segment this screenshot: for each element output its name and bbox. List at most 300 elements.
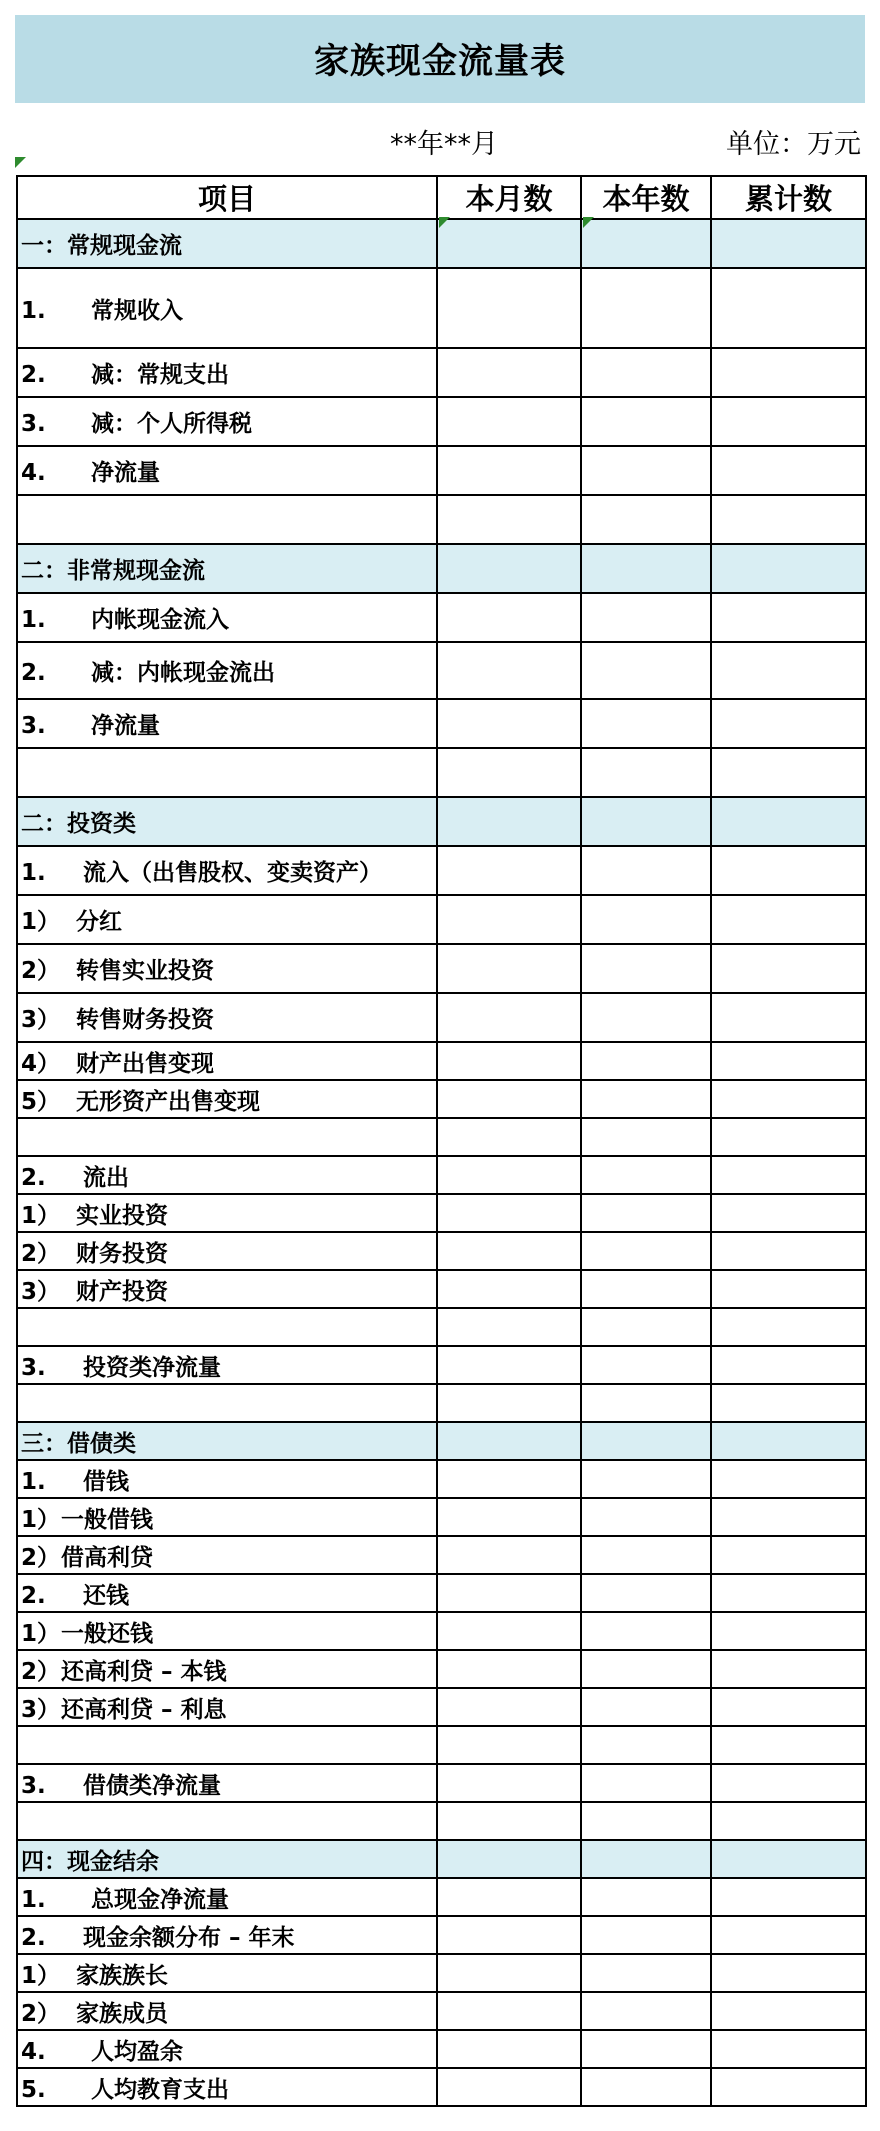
year-cell[interactable] — [581, 544, 711, 593]
item-label: 一般借钱 — [61, 1506, 153, 1533]
year-cell[interactable] — [581, 593, 711, 642]
cumulative-cell[interactable] — [711, 1232, 866, 1270]
item-label: 借钱 — [83, 1468, 129, 1495]
month-cell[interactable] — [437, 495, 581, 544]
item-number: 3. — [21, 1772, 46, 1799]
cumulative-cell[interactable] — [711, 268, 866, 348]
month-cell[interactable] — [437, 268, 581, 348]
item-number: 2） — [21, 958, 61, 984]
table-row — [17, 1650, 866, 1688]
item-number: 4） — [21, 1050, 61, 1077]
year-cell[interactable] — [581, 699, 711, 748]
table-row — [17, 1802, 866, 1840]
item-label: 净流量 — [91, 713, 160, 739]
item-number: 1. — [21, 1468, 46, 1495]
item-label: 流入（出售股权、变卖资产） — [83, 860, 382, 886]
month-cell[interactable] — [437, 1460, 581, 1498]
table-row — [17, 1118, 866, 1156]
section-row — [17, 797, 866, 846]
cumulative-cell[interactable] — [711, 1726, 866, 1764]
item-label: 常规收入 — [91, 297, 183, 324]
item-label: 总现金净流量 — [91, 1886, 229, 1913]
year-cell[interactable] — [581, 1080, 711, 1118]
cumulative-cell[interactable] — [711, 1992, 866, 2030]
item-number: 1） — [21, 1620, 61, 1647]
month-cell[interactable] — [437, 748, 581, 797]
item-number: 2. — [21, 362, 46, 388]
cell-marker-icon — [439, 217, 450, 228]
cumulative-cell[interactable] — [711, 1650, 866, 1688]
year-cell[interactable] — [581, 1346, 711, 1384]
item-number: 2） — [21, 1658, 61, 1685]
table-row — [17, 268, 866, 348]
month-cell[interactable] — [437, 1346, 581, 1384]
month-cell[interactable] — [437, 1536, 581, 1574]
year-cell[interactable] — [581, 993, 711, 1042]
cumulative-cell[interactable] — [711, 348, 866, 397]
item-label: 转售财务投资 — [76, 1007, 214, 1033]
item-label: 减：个人所得税 — [91, 411, 252, 437]
cumulative-cell[interactable] — [711, 1916, 866, 1954]
cumulative-cell[interactable] — [711, 1498, 866, 1536]
cumulative-cell[interactable] — [711, 495, 866, 544]
month-cell[interactable] — [437, 348, 581, 397]
item-number: 3） — [21, 1278, 61, 1305]
item-cell[interactable] — [17, 219, 437, 268]
year-cell[interactable] — [581, 1992, 711, 2030]
item-label: 减：常规支出 — [91, 362, 229, 388]
month-cell[interactable] — [437, 1118, 581, 1156]
cumulative-cell[interactable] — [711, 219, 866, 268]
cumulative-cell[interactable] — [711, 1080, 866, 1118]
year-cell[interactable] — [581, 1612, 711, 1650]
item-cell[interactable] — [17, 993, 437, 1042]
year-cell[interactable] — [581, 797, 711, 846]
item-cell[interactable] — [17, 1612, 437, 1650]
item-label: 内帐现金流入 — [91, 607, 229, 633]
cumulative-cell[interactable] — [711, 1688, 866, 1726]
item-number: 3. — [21, 1354, 46, 1381]
table-row — [17, 895, 866, 944]
year-cell[interactable] — [581, 268, 711, 348]
table-row — [17, 1536, 866, 1574]
year-cell[interactable] — [581, 219, 711, 268]
table-row — [17, 1612, 866, 1650]
cumulative-cell[interactable] — [711, 593, 866, 642]
item-label: 家族成员 — [76, 2000, 168, 2027]
table-row — [17, 1878, 866, 1916]
year-cell[interactable] — [581, 1688, 711, 1726]
year-cell[interactable] — [581, 1422, 711, 1460]
month-cell[interactable] — [437, 846, 581, 895]
table-row — [17, 2068, 866, 2106]
item-cell[interactable] — [17, 268, 437, 348]
cumulative-cell[interactable] — [711, 1194, 866, 1232]
month-cell[interactable] — [437, 1650, 581, 1688]
table-row — [17, 1460, 866, 1498]
month-cell[interactable] — [437, 397, 581, 446]
item-label: 二：投资类 — [21, 811, 136, 837]
item-cell[interactable] — [17, 1042, 437, 1080]
item-label: 家族族长 — [76, 1962, 168, 1989]
item-cell[interactable] — [17, 1726, 437, 1764]
table-row — [17, 748, 866, 797]
item-cell[interactable] — [17, 846, 437, 895]
header-cumulative[interactable]: 累计数 — [711, 176, 866, 219]
item-cell[interactable] — [17, 1992, 437, 2030]
year-cell[interactable] — [581, 1498, 711, 1536]
month-cell[interactable] — [437, 1422, 581, 1460]
item-cell[interactable] — [17, 797, 437, 846]
cell-marker-icon — [583, 217, 594, 228]
item-cell[interactable] — [17, 1802, 437, 1840]
item-label: 四：现金结余 — [21, 1848, 159, 1875]
table-row — [17, 846, 866, 895]
month-cell[interactable] — [437, 642, 581, 699]
table-row — [17, 1270, 866, 1308]
year-cell[interactable] — [581, 2068, 711, 2106]
item-number: 4. — [21, 460, 46, 486]
year-cell[interactable] — [581, 895, 711, 944]
year-cell[interactable] — [581, 1764, 711, 1802]
item-cell[interactable] — [17, 1916, 437, 1954]
year-cell[interactable] — [581, 1232, 711, 1270]
item-number: 2. — [21, 660, 46, 686]
year-cell[interactable] — [581, 1118, 711, 1156]
year-cell[interactable] — [581, 944, 711, 993]
item-cell[interactable] — [17, 1118, 437, 1156]
item-label: 三：借债类 — [21, 1430, 136, 1457]
year-cell[interactable] — [581, 1840, 711, 1878]
item-cell[interactable] — [17, 944, 437, 993]
table-row — [17, 1688, 866, 1726]
item-label: 人均教育支出 — [91, 2076, 229, 2103]
cumulative-cell[interactable] — [711, 1460, 866, 1498]
section-row — [17, 1422, 866, 1460]
cumulative-cell[interactable] — [711, 699, 866, 748]
item-cell[interactable] — [17, 544, 437, 593]
month-cell[interactable] — [437, 1498, 581, 1536]
table-row — [17, 1916, 866, 1954]
item-number: 5） — [21, 1088, 61, 1115]
year-cell[interactable] — [581, 1536, 711, 1574]
item-cell[interactable] — [17, 1878, 437, 1916]
item-cell[interactable] — [17, 1460, 437, 1498]
item-cell[interactable] — [17, 1270, 437, 1308]
table-row — [17, 1042, 866, 1080]
year-cell[interactable] — [581, 348, 711, 397]
month-cell[interactable] — [437, 1992, 581, 2030]
item-number: 2. — [21, 1164, 46, 1191]
month-cell[interactable] — [437, 1764, 581, 1802]
month-cell[interactable] — [437, 446, 581, 495]
cumulative-cell[interactable] — [711, 2030, 866, 2068]
item-cell[interactable] — [17, 1764, 437, 1802]
year-cell[interactable] — [581, 1574, 711, 1612]
item-cell[interactable] — [17, 748, 437, 797]
table-row — [17, 1346, 866, 1384]
month-cell[interactable] — [437, 1308, 581, 1346]
month-cell[interactable] — [437, 1232, 581, 1270]
table-row — [17, 1080, 866, 1118]
item-cell[interactable] — [17, 1194, 437, 1232]
year-cell[interactable] — [581, 1726, 711, 1764]
cell-marker-icon — [15, 157, 26, 168]
item-label: 转售实业投资 — [76, 958, 214, 984]
month-cell[interactable] — [437, 1194, 581, 1232]
item-cell[interactable] — [17, 446, 437, 495]
item-cell[interactable] — [17, 593, 437, 642]
year-cell[interactable] — [581, 1270, 711, 1308]
item-label: 财产出售变现 — [76, 1050, 214, 1077]
item-number: 1. — [21, 860, 46, 886]
item-number: 2） — [21, 2000, 61, 2027]
month-cell[interactable] — [437, 544, 581, 593]
item-number: 5. — [21, 2076, 46, 2103]
item-cell[interactable] — [17, 1384, 437, 1422]
date-label: **年**月 — [390, 129, 498, 160]
cumulative-cell[interactable] — [711, 1802, 866, 1840]
cumulative-cell[interactable] — [711, 1118, 866, 1156]
table-row — [17, 446, 866, 495]
item-label: 流出 — [83, 1164, 129, 1191]
item-cell[interactable] — [17, 895, 437, 944]
year-cell[interactable] — [581, 748, 711, 797]
cumulative-cell[interactable] — [711, 2068, 866, 2106]
item-number: 2） — [21, 1544, 61, 1571]
month-cell[interactable] — [437, 2068, 581, 2106]
item-label: 投资类净流量 — [83, 1354, 221, 1381]
year-cell[interactable] — [581, 495, 711, 544]
month-cell[interactable] — [437, 1840, 581, 1878]
item-cell[interactable] — [17, 1574, 437, 1612]
cumulative-cell[interactable] — [711, 1574, 866, 1612]
cumulative-cell[interactable] — [711, 642, 866, 699]
month-cell[interactable] — [437, 1384, 581, 1422]
item-cell[interactable] — [17, 397, 437, 446]
cumulative-cell[interactable] — [711, 1156, 866, 1194]
table-row — [17, 2030, 866, 2068]
cumulative-cell[interactable] — [711, 895, 866, 944]
item-cell[interactable] — [17, 1498, 437, 1536]
item-number: 1. — [21, 607, 46, 633]
item-cell[interactable] — [17, 1650, 437, 1688]
cumulative-cell[interactable] — [711, 1954, 866, 1992]
item-cell[interactable] — [17, 1422, 437, 1460]
table-row — [17, 1498, 866, 1536]
item-cell[interactable] — [17, 2068, 437, 2106]
year-cell[interactable] — [581, 2030, 711, 2068]
year-cell[interactable] — [581, 1460, 711, 1498]
item-number: 3） — [21, 1007, 61, 1033]
item-cell[interactable] — [17, 1232, 437, 1270]
cumulative-cell[interactable] — [711, 1878, 866, 1916]
month-cell[interactable] — [437, 1080, 581, 1118]
item-label: 一：常规现金流 — [21, 233, 182, 259]
item-cell[interactable] — [17, 1536, 437, 1574]
month-cell[interactable] — [437, 699, 581, 748]
year-cell[interactable] — [581, 846, 711, 895]
year-cell[interactable] — [581, 397, 711, 446]
month-cell[interactable] — [437, 1612, 581, 1650]
month-cell[interactable] — [437, 1916, 581, 1954]
item-label: 二：非常规现金流 — [21, 558, 205, 584]
item-number: 3. — [21, 713, 46, 739]
item-cell[interactable] — [17, 1080, 437, 1118]
cumulative-cell[interactable] — [711, 1612, 866, 1650]
cumulative-cell[interactable] — [711, 397, 866, 446]
item-cell[interactable] — [17, 1688, 437, 1726]
month-cell[interactable] — [437, 1802, 581, 1840]
cumulative-cell[interactable] — [711, 1270, 866, 1308]
item-number: 1） — [21, 1202, 61, 1229]
item-number: 1. — [21, 1886, 46, 1913]
item-label: 一般还钱 — [61, 1620, 153, 1647]
year-cell[interactable] — [581, 1384, 711, 1422]
month-cell[interactable] — [437, 219, 581, 268]
cumulative-cell[interactable] — [711, 1422, 866, 1460]
table-row — [17, 1726, 866, 1764]
cumulative-cell[interactable] — [711, 1308, 866, 1346]
cumulative-cell[interactable] — [711, 1764, 866, 1802]
item-cell[interactable] — [17, 699, 437, 748]
year-cell[interactable] — [581, 642, 711, 699]
item-number: 1） — [21, 1506, 61, 1533]
cumulative-cell[interactable] — [711, 446, 866, 495]
item-label: 还高利贷 – 本钱 — [61, 1658, 227, 1685]
table-row — [17, 642, 866, 699]
table-row — [17, 1194, 866, 1232]
section-row — [17, 1840, 866, 1878]
month-cell[interactable] — [437, 895, 581, 944]
item-label: 财务投资 — [76, 1240, 168, 1267]
month-cell[interactable] — [437, 1878, 581, 1916]
cumulative-cell[interactable] — [711, 846, 866, 895]
month-cell[interactable] — [437, 2030, 581, 2068]
month-cell[interactable] — [437, 1270, 581, 1308]
year-cell[interactable] — [581, 1954, 711, 1992]
year-cell[interactable] — [581, 1878, 711, 1916]
item-cell[interactable] — [17, 642, 437, 699]
cumulative-cell[interactable] — [711, 544, 866, 593]
item-label: 还钱 — [83, 1582, 129, 1609]
header-item[interactable]: 项目 — [17, 176, 437, 219]
table-row — [17, 993, 866, 1042]
cumulative-cell[interactable] — [711, 1840, 866, 1878]
cumulative-cell[interactable] — [711, 1536, 866, 1574]
item-cell[interactable] — [17, 348, 437, 397]
year-cell[interactable] — [581, 1650, 711, 1688]
year-cell[interactable] — [581, 446, 711, 495]
item-number: 2） — [21, 1240, 61, 1267]
header-month[interactable]: 本月数 — [437, 176, 581, 219]
table-row — [17, 1574, 866, 1612]
item-label: 净流量 — [91, 460, 160, 486]
table-row — [17, 1308, 866, 1346]
table-row — [17, 699, 866, 748]
item-number: 3. — [21, 411, 46, 437]
item-cell[interactable] — [17, 1308, 437, 1346]
year-cell[interactable] — [581, 1194, 711, 1232]
item-label: 无形资产出售变现 — [76, 1088, 260, 1115]
month-cell[interactable] — [437, 1156, 581, 1194]
cumulative-cell[interactable] — [711, 797, 866, 846]
item-cell[interactable] — [17, 495, 437, 544]
item-cell[interactable] — [17, 1954, 437, 1992]
cumulative-cell[interactable] — [711, 1384, 866, 1422]
item-number: 4. — [21, 2038, 46, 2065]
cumulative-cell[interactable] — [711, 1346, 866, 1384]
year-cell[interactable] — [581, 1916, 711, 1954]
item-label: 现金余额分布 – 年末 — [83, 1924, 295, 1951]
table-header-row — [17, 176, 866, 219]
year-cell[interactable] — [581, 1042, 711, 1080]
month-cell[interactable] — [437, 1042, 581, 1080]
item-number: 3） — [21, 1696, 61, 1723]
item-label: 借高利贷 — [61, 1544, 153, 1571]
month-cell[interactable] — [437, 593, 581, 642]
header-year[interactable]: 本年数 — [581, 176, 711, 219]
table-row — [17, 944, 866, 993]
table-row — [17, 1384, 866, 1422]
item-cell[interactable] — [17, 1840, 437, 1878]
month-cell[interactable] — [437, 797, 581, 846]
month-cell[interactable] — [437, 1726, 581, 1764]
table-row — [17, 1156, 866, 1194]
item-label: 借债类净流量 — [83, 1772, 221, 1799]
title-banner — [15, 15, 865, 103]
cumulative-cell[interactable] — [711, 944, 866, 993]
table-row — [17, 1992, 866, 2030]
item-label: 财产投资 — [76, 1278, 168, 1305]
item-label: 人均盈余 — [91, 2038, 183, 2065]
month-cell[interactable] — [437, 1688, 581, 1726]
month-cell[interactable] — [437, 1574, 581, 1612]
unit-label: 单位：万元 — [726, 129, 861, 160]
year-cell[interactable] — [581, 1308, 711, 1346]
section-row — [17, 544, 866, 593]
item-label: 实业投资 — [76, 1202, 168, 1229]
item-label: 还高利贷 – 利息 — [61, 1696, 227, 1723]
table-row — [17, 1232, 866, 1270]
item-number: 2. — [21, 1924, 46, 1951]
item-cell[interactable] — [17, 1346, 437, 1384]
item-number: 1. — [21, 297, 46, 324]
month-cell[interactable] — [437, 1954, 581, 1992]
month-cell[interactable] — [437, 993, 581, 1042]
table-row — [17, 1764, 866, 1802]
cumulative-cell[interactable] — [711, 1042, 866, 1080]
item-cell[interactable] — [17, 1156, 437, 1194]
table-row — [17, 495, 866, 544]
year-cell[interactable] — [581, 1156, 711, 1194]
page-title: 家族现金流量表 — [313, 42, 566, 82]
item-label: 减：内帐现金流出 — [91, 660, 275, 686]
item-number: 1） — [21, 1962, 61, 1989]
item-number: 2. — [21, 1582, 46, 1609]
cumulative-cell[interactable] — [711, 993, 866, 1042]
cumulative-cell[interactable] — [711, 748, 866, 797]
table-row — [17, 593, 866, 642]
year-cell[interactable] — [581, 1802, 711, 1840]
item-label: 分红 — [76, 909, 122, 935]
item-cell[interactable] — [17, 2030, 437, 2068]
month-cell[interactable] — [437, 944, 581, 993]
table-row — [17, 1954, 866, 1992]
table-row — [17, 348, 866, 397]
item-number: 1） — [21, 909, 61, 935]
table-row — [17, 397, 866, 446]
